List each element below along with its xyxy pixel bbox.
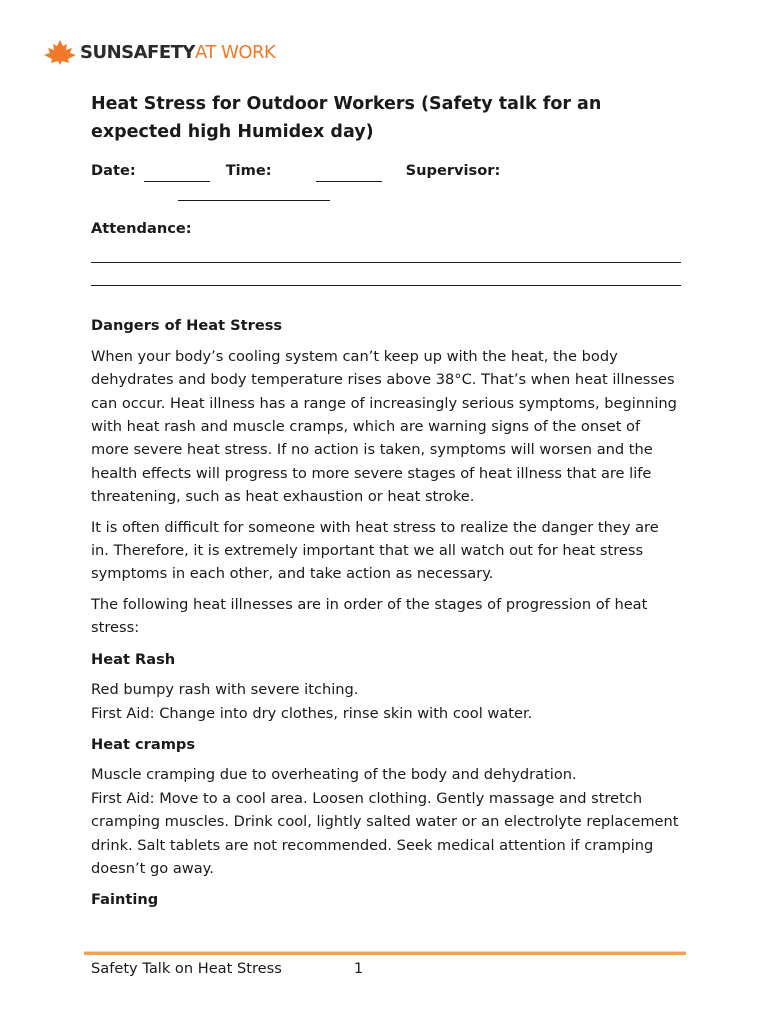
dangers-paragraph: It is often difficult for someone with heat stress to realize the danger they are in. Therefore, it is extremely important that we all watch out for heat stress symptoms in each other, and take action as necessary. bbox=[91, 518, 659, 583]
fainting-heading: Fainting bbox=[91, 891, 159, 909]
page-footer bbox=[91, 960, 363, 977]
maple-leaf-icon bbox=[42, 38, 78, 66]
attendance-line bbox=[91, 240, 681, 263]
supervisor-blank bbox=[178, 188, 330, 201]
heat-cramps-text: Muscle cramping due to overheating of the body and dehydration. bbox=[91, 766, 577, 784]
heat-cramps-heading: Heat cramps bbox=[91, 735, 196, 753]
dangers-paragraph: The following heat illnesses are in order of the stages of progression of heat stress: bbox=[91, 595, 648, 637]
time-label: Time: bbox=[225, 161, 272, 179]
attendance-line bbox=[91, 263, 681, 286]
logo-text-bold: SUNSAFETY bbox=[80, 41, 195, 63]
footer-label: Safety Talk on Heat Stress bbox=[91, 960, 282, 977]
document-body bbox=[91, 90, 681, 919]
dangers-paragraph: When your body’s cooling system can’t keep up with the heat, the body dehydrates and body temperature rises above 38°C. That’s when heat illnesses can occur. Heat illness has a range of increasingly serious symptoms, beginning with heat rash and muscle cramps, which are warning signs of the onset of more severe heat stress. If no action is taken, symptoms will worsen and the health effects will progress to more severe stages of heat illness that are life threatening, such as heat exhaustion or heat stroke. bbox=[91, 347, 677, 506]
heat-rash-text: Red bumpy rash with severe itching. bbox=[91, 681, 359, 699]
dangers-heading: Dangers of Heat Stress bbox=[91, 317, 283, 335]
logo bbox=[42, 38, 275, 66]
time-blank bbox=[316, 167, 382, 182]
attendance-label: Attendance: bbox=[91, 220, 192, 237]
heat-rash-heading: Heat Rash bbox=[91, 650, 176, 668]
footer-divider bbox=[84, 951, 686, 955]
heat-cramps-first-aid: First Aid: Move to a cool area. Loosen clothing. Gently massage and stretch cramping muscles. Drink cool, lightly salted water or an electrolyte replacement drink. Salt tablets are not recommended. Seek medical attention if cramping doesn’t go away. bbox=[91, 789, 679, 877]
page-title: Heat Stress for Outdoor Workers (Safety talk for an expected high Humidex day) bbox=[91, 94, 602, 142]
supervisor-label: Supervisor: bbox=[405, 161, 501, 179]
meta-row bbox=[91, 156, 681, 182]
date-blank bbox=[144, 167, 210, 182]
logo-text-light: AT WORK bbox=[194, 41, 276, 63]
date-label: Date: bbox=[91, 161, 136, 179]
heat-rash-first-aid: First Aid: Change into dry clothes, rinse skin with cool water. bbox=[91, 704, 533, 722]
page-number: 1 bbox=[353, 960, 364, 977]
